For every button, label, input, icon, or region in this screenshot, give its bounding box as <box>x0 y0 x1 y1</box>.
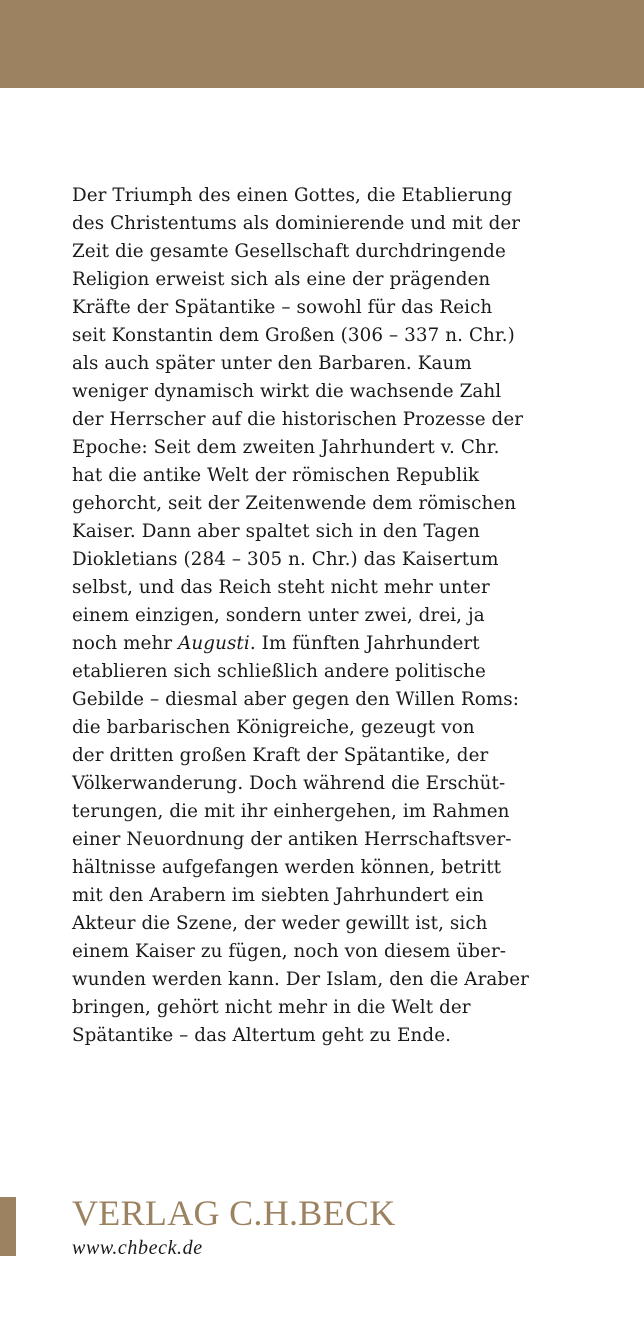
blurb-line: der Herrscher auf die historischen Prozesse der <box>72 409 524 430</box>
blurb-line: einem einzigen, sondern unter zwei, drei, ja <box>72 605 485 626</box>
blurb-line: etablieren sich schließlich andere politische <box>72 661 486 682</box>
publisher-name: VERLAG C.H.BECK <box>72 1193 396 1233</box>
blurb-line: Völkerwanderung. Doch während die Erschüt- <box>72 773 506 794</box>
blurb-line: terungen, die mit ihr einhergehen, im Rahmen <box>72 801 510 822</box>
blurb-line: Spätantike – das Altertum geht zu Ende. <box>72 1025 452 1046</box>
blurb-text <box>72 182 572 1050</box>
blurb-line: Kaiser. Dann aber spaltet sich in den Tagen <box>72 521 480 542</box>
accent-side-bar <box>0 1197 16 1256</box>
blurb-line: Akteur die Szene, der weder gewillt ist, sich <box>72 913 488 934</box>
blurb-line: der dritten großen Kraft der Spätantike, der <box>72 745 489 766</box>
blurb-line: einem Kaiser zu fügen, noch von diesem über- <box>72 941 507 962</box>
blurb-line: seit Konstantin dem Großen (306 – 337 n. Chr.) <box>72 325 515 346</box>
blurb-line: als auch später unter den Barbaren. Kaum <box>72 353 472 374</box>
blurb-line-with-italic <box>72 630 572 658</box>
blurb-fragment: noch mehr <box>72 633 179 654</box>
blurb-line: selbst, und das Reich steht nicht mehr unter <box>72 577 490 598</box>
blurb-line: Der Triumph des einen Gottes, die Etablierung <box>72 185 513 206</box>
blurb-line: Zeit die gesamte Gesellschaft durchdringende <box>72 241 506 262</box>
publisher-website: www.chbeck.de <box>72 1237 203 1259</box>
blurb-line: wunden werden kann. Der Islam, den die Araber <box>72 969 529 990</box>
blurb-line: Diokletians (284 – 305 n. Chr.) das Kaisertum <box>72 549 499 570</box>
blurb-line: Gebilde – diesmal aber gegen den Willen Roms: <box>72 689 520 710</box>
blurb-line: Kräfte der Spätantike – sowohl für das Reich <box>72 297 493 318</box>
blurb-line: Epoche: Seit dem zweiten Jahrhundert v. Chr. <box>72 437 500 458</box>
blurb-line: weniger dynamisch wirkt die wachsende Zahl <box>72 381 502 402</box>
blurb-line: bringen, gehört nicht mehr in die Welt der <box>72 997 471 1018</box>
blurb-line: die barbarischen Königreiche, gezeugt von <box>72 717 475 738</box>
blurb-line: hat die antike Welt der römischen Republik <box>72 465 480 486</box>
blurb-line: gehorcht, seit der Zeitenwende dem römischen <box>72 493 517 514</box>
blurb-line: hältnisse aufgefangen werden können, betritt <box>72 857 502 878</box>
blurb-line: des Christentums als dominierende und mit der <box>72 213 521 234</box>
blurb-line: Religion erweist sich als eine der prägenden <box>72 269 491 290</box>
blurb-line: einer Neuordnung der antiken Herrschaftsver- <box>72 829 512 850</box>
top-color-band <box>0 0 644 88</box>
blurb-fragment: . Im fünften Jahrhundert <box>249 633 480 654</box>
blurb-line: mit den Arabern im siebten Jahrhundert ein <box>72 885 484 906</box>
blurb-italic-word: Augusti <box>178 633 250 654</box>
